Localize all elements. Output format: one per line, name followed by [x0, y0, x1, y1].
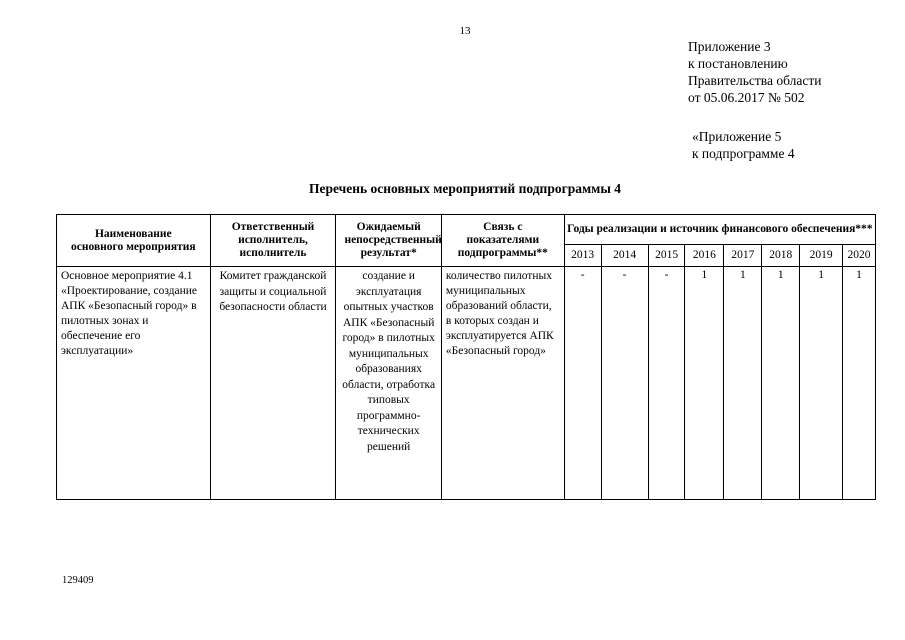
year-header: 2019 — [800, 245, 843, 267]
year-value: 1 — [724, 267, 762, 500]
year-header: 2020 — [843, 245, 876, 267]
year-header: 2018 — [762, 245, 800, 267]
year-value: - — [601, 267, 648, 500]
year-value: - — [648, 267, 685, 500]
year-value: 1 — [762, 267, 800, 500]
document-code: 129409 — [62, 575, 94, 586]
header-result: Ожидаемый непосредственный результат* — [336, 215, 441, 267]
appendix-line: от 05.06.2017 № 502 — [688, 90, 805, 105]
year-header: 2017 — [724, 245, 762, 267]
measure-result: создание и эксплуатация опытных участков АПК «Безопасный город» в пилотных муниципальных образованиях области, отработка типовых программно-технических решений — [336, 267, 441, 500]
header-link: Связь с показателями подпрограммы** — [441, 215, 564, 267]
document-title: Перечень основных мероприятий подпрограммы 4 — [308, 181, 622, 196]
appendix-line: к постановлению — [688, 56, 788, 71]
table-header-row — [57, 215, 876, 245]
appendix-line: Приложение 3 — [688, 39, 771, 54]
year-header: 2016 — [685, 245, 724, 267]
measure-executor: Комитет гражданской защиты и социальной безопасности области — [210, 267, 336, 500]
measures-table — [56, 214, 876, 500]
appendix-ref-line: «Приложение 5 — [692, 129, 782, 144]
table-row — [57, 267, 876, 500]
header-name: Наименование основного мероприятия — [57, 215, 211, 267]
measure-name: Основное мероприятие 4.1 «Проектирование, создание АПК «Безопасный город» в пилотных зонах и обеспечение его эксплуатации» — [57, 267, 211, 500]
year-header: 2015 — [648, 245, 685, 267]
appendix-ref-line: к подпрограмме 4 — [692, 146, 795, 161]
year-value: 1 — [685, 267, 724, 500]
measure-link: количество пилотных муниципальных образований области, в которых создан и эксплуатируется АПК «Безопасный город» — [441, 267, 564, 500]
year-value: - — [564, 267, 601, 500]
appendix-reference — [692, 128, 795, 162]
appendix-line: Правительства области — [688, 73, 822, 88]
appendix-header — [688, 38, 821, 106]
page-number: 13 — [459, 25, 471, 37]
year-header: 2014 — [601, 245, 648, 267]
year-value: 1 — [800, 267, 843, 500]
header-executor: Ответственный исполнитель, исполнитель — [210, 215, 336, 267]
year-value: 1 — [843, 267, 876, 500]
year-header: 2013 — [564, 245, 601, 267]
header-years-group: Годы реализации и источник финансового обеспечения*** — [564, 215, 875, 245]
